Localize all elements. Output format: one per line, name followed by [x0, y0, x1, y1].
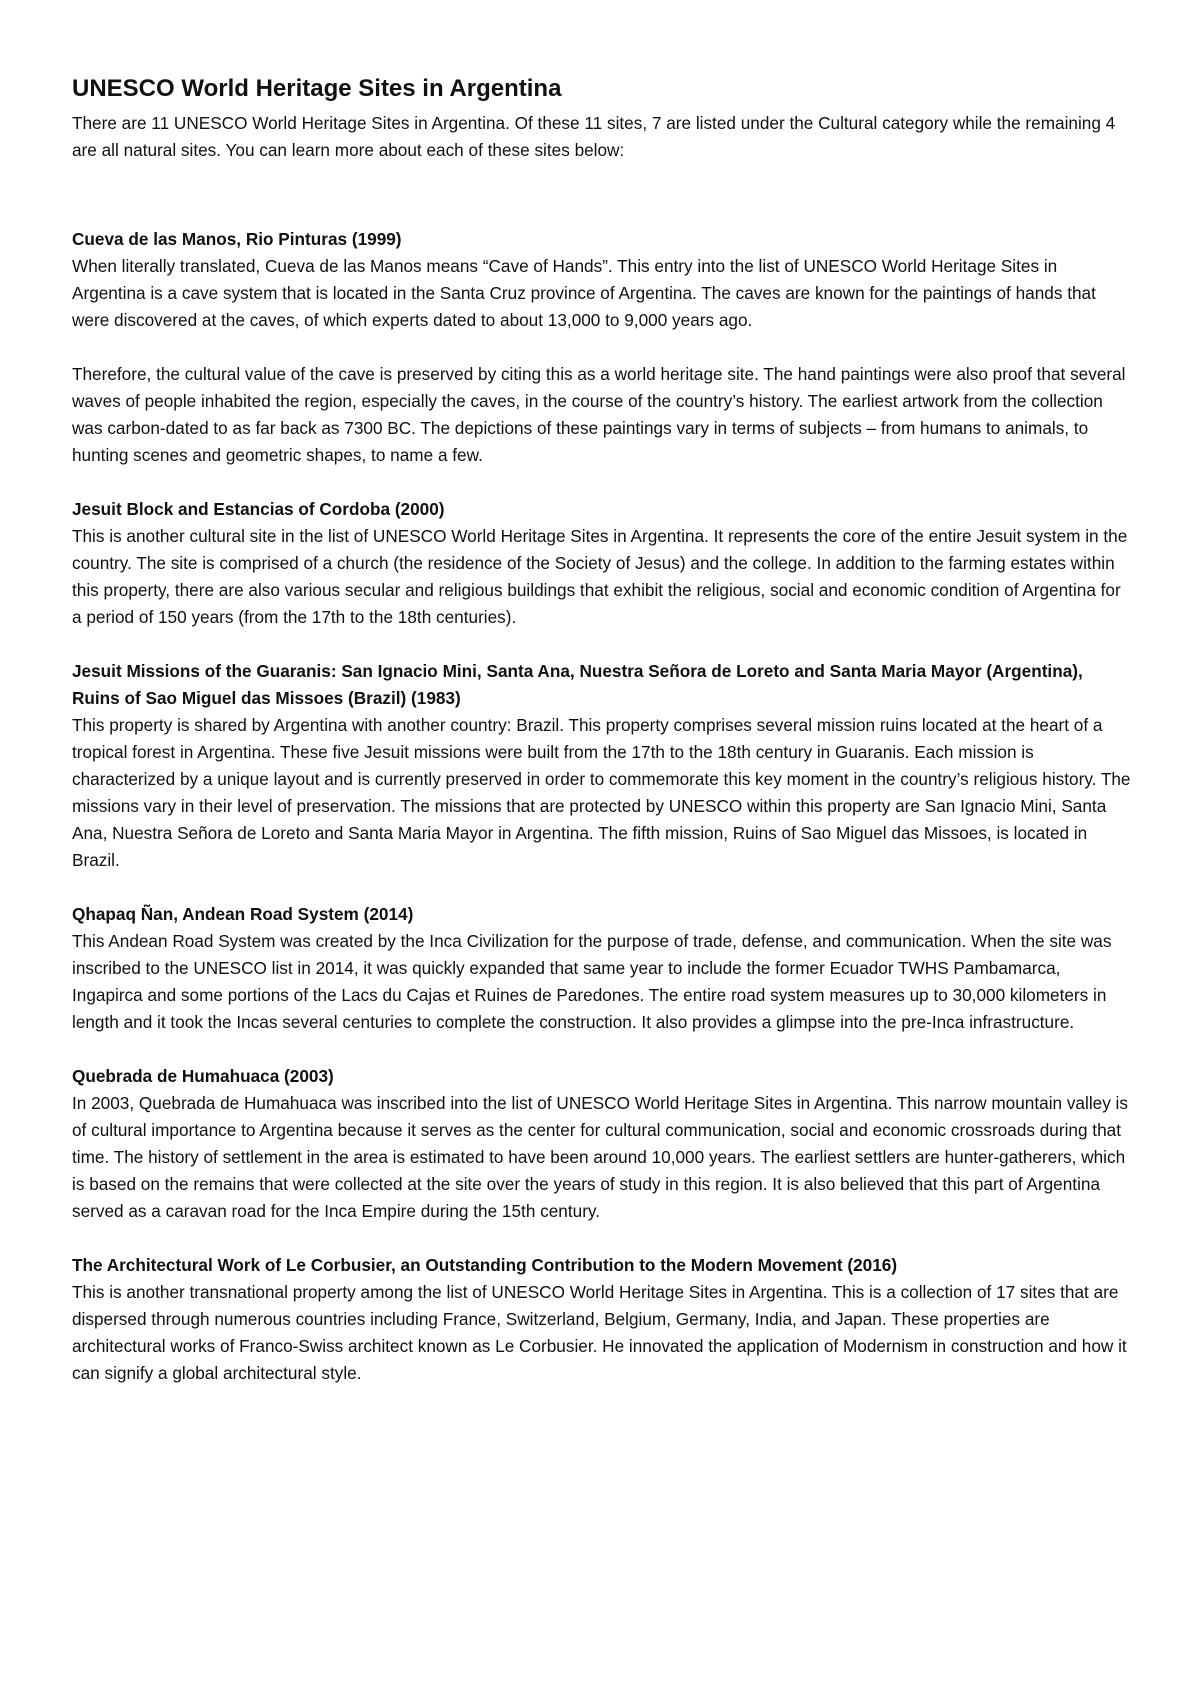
page-title: UNESCO World Heritage Sites in Argentina — [72, 75, 562, 102]
section-paragraph: When literally translated, Cueva de las Manos means “Cave of Hands”. This entry into the list of UNESCO World Heritage Sites in Argentina is a cave system that is located in the Santa Cruz province of Argentina. The caves are known for the paintings of hands that were discovered at the caves, of which experts dated to about 13,000 to 9,000 years ago. — [72, 256, 1096, 330]
section-jesuit-missions — [72, 658, 1132, 874]
document-page — [72, 74, 1132, 1414]
section-heading: Quebrada de Humahuaca (2003) — [72, 1066, 334, 1086]
intro-paragraph: There are 11 UNESCO World Heritage Sites in Argentina. Of these 11 sites, 7 are listed under the Cultural category while the remaining 4 are all natural sites. You can learn more about each of these sites below: — [72, 113, 1116, 160]
section-heading: The Architectural Work of Le Corbusier, an Outstanding Contribution to the Modern Movement (2016) — [72, 1255, 898, 1275]
section-paragraph: This is another transnational property among the list of UNESCO World Heritage Sites in Argentina. This is a collection of 17 sites that are dispersed through numerous countries including France, Switzerland, Belgium, Germany, India, and Japan. These properties are architectural works of Franco-Swiss architect known as Le Corbusier. He innovated the application of Modernism in construction and how it can signify a global architectural style. — [72, 1282, 1127, 1383]
section-heading: Jesuit Block and Estancias of Cordoba (2000) — [72, 499, 445, 519]
section-paragraph: In 2003, Quebrada de Humahuaca was inscribed into the list of UNESCO World Heritage Sites in Argentina. This narrow mountain valley is of cultural importance to Argentina because it serves as the center for cultural communication, social and economic crossroads during that time. The history of settlement in the area is estimated to have been around 10,000 years. The earliest settlers are hunter-gatherers, which is based on the remains that were collected at the site over the years of study in this region. It is also believed that this part of Argentina served as a caravan road for the Inca Empire during the 15th century. — [72, 1093, 1128, 1221]
section-paragraph: Therefore, the cultural value of the cave is preserved by citing this as a world heritage site. The hand paintings were also proof that several waves of people inhabited the region, especially the caves, in the course of the country’s history. The earliest artwork from the collection was carbon-dated to as far back as 7300 BC. The depictions of these paintings vary in terms of subjects – from humans to animals, to hunting scenes and geometric shapes, to name a few. — [72, 364, 1126, 465]
section-quebrada-de-humahuaca — [72, 1063, 1132, 1225]
section-jesuit-block — [72, 496, 1132, 631]
section-le-corbusier — [72, 1252, 1132, 1387]
section-qhapaq-nan — [72, 901, 1132, 1036]
section-heading: Qhapaq Ñan, Andean Road System (2014) — [72, 904, 414, 924]
section-heading: Jesuit Missions of the Guaranis: San Ignacio Mini, Santa Ana, Nuestra Señora de Loreto and Santa Maria Mayor (Argentina), Ruins of Sao Miguel das Missoes (Brazil) (1983) — [72, 661, 1083, 708]
section-heading: Cueva de las Manos, Rio Pinturas (1999) — [72, 229, 402, 249]
section-paragraph: This property is shared by Argentina with another country: Brazil. This property comprises several mission ruins located at the heart of a tropical forest in Argentina. These five Jesuit missions were built from the 17th to the 18th century in Guaranis. Each mission is characterized by a unique layout and is currently preserved in order to commemorate this key moment in the country’s religious history. The missions vary in their level of preservation. The missions that are protected by UNESCO within this property are San Ignacio Mini, Santa Ana, Nuestra Señora de Loreto and Santa Maria Mayor in Argentina. The fifth mission, Ruins of Sao Miguel das Missoes, is located in Brazil. — [72, 715, 1131, 870]
section-cueva-de-las-manos — [72, 226, 1132, 469]
section-paragraph: This Andean Road System was created by the Inca Civilization for the purpose of trade, defense, and communication. When the site was inscribed to the UNESCO list in 2014, it was quickly expanded that same year to include the former Ecuador TWHS Pambamarca, Ingapirca and some portions of the Lacs du Cajas et Ruines de Paredones. The entire road system measures up to 30,000 kilometers in length and it took the Incas several centuries to complete the construction. It also provides a glimpse into the pre-Inca infrastructure. — [72, 931, 1112, 1032]
section-paragraph: This is another cultural site in the list of UNESCO World Heritage Sites in Argentina. It represents the core of the entire Jesuit system in the country. The site is comprised of a church (the residence of the Society of Jesus) and the college. In addition to the farming estates within this property, there are also various secular and religious buildings that exhibit the religious, social and economic condition of Argentina for a period of 150 years (from the 17th to the 18th centuries). — [72, 526, 1128, 627]
